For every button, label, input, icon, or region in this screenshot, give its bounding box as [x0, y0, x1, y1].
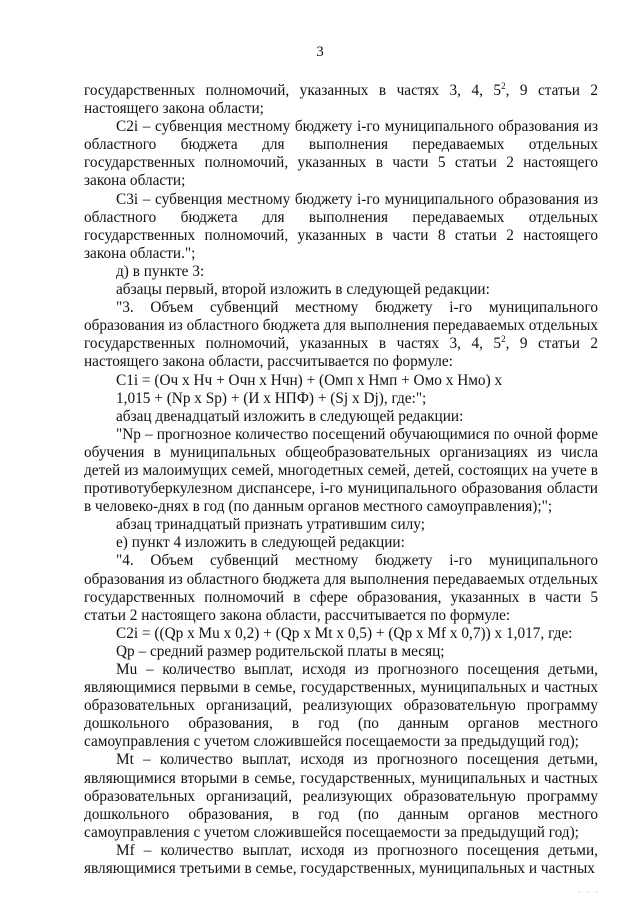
document-paragraph: Mf – количество выплат, исходя из прогнозного посещения детьми, являющимися третьими в семье, государственных, муниципальных и частных	[84, 841, 598, 878]
document-paragraph: абзац двенадцатый изложить в следующей редакции:	[116, 407, 464, 425]
text-segment: "3. Объем субвенций местному бюджету i-го муниципального образования из областного бюджета для выполнения передаваемых отдельных государственных полномочий, указанных в частях 3, 4, 5	[84, 299, 598, 353]
document-paragraph: 1,015 + (Np x Sp) + (И x НПФ) + (Sj x Dj), где:";	[116, 389, 427, 407]
document-body	[84, 82, 598, 878]
document-paragraph: е) пункт 4 изложить в следующей редакции:	[116, 534, 405, 552]
document-paragraph: д) в пункте 3:	[116, 262, 205, 280]
document-paragraph: C2i = ((Qp x Mu x 0,2) + (Qp x Mt x 0,5) + (Qp x Mf x 0,7)) x 1,017, где:	[116, 624, 573, 642]
document-paragraph: абзацы первый, второй изложить в следующей редакции:	[116, 281, 490, 299]
text-segment: , 9 статьи 2 настоящего закона области;	[84, 82, 598, 118]
document-paragraph	[84, 82, 598, 118]
document-paragraph: абзац тринадцатый признать утратившим силу;	[116, 516, 425, 534]
document-paragraph: Mt – количество выплат, исходя из прогнозного посещения детьми, являющимися вторыми в семье, государственных, муниципальных и частных образовательных организаций, реализующих образовательную программу дошкольного образования, в год (по данным органов местного самоуправления с учетом сложившейся посещаемости за предыдущий год);	[84, 751, 598, 841]
document-paragraph: C2i – субвенция местному бюджету i-го муниципального образования из областного бюджета для выполнения передаваемых отдельных государственных полномочий, указанных в части 5 статьи 2 настоящего закона области;	[84, 118, 598, 190]
document-paragraph	[84, 299, 598, 371]
document-paragraph: "Np – прогнозное количество посещений обучающимися по очной форме обучения в муниципальных общеобразовательных организациях из числа детей из малоимущих семей, многодетных семей, детей, состоящих на учете в противотуберкулезном диспансере, i-го муниципального образования области в человеко-днях в год (по данным органов местного самоуправления);";	[84, 425, 598, 516]
document-paragraph: C3i – субвенция местному бюджету i-го муниципального образования из областного бюджета для выполнения передаваемых отдельных государственных полномочий, указанных в части 8 статьи 2 настоящего закона области.";	[84, 190, 598, 262]
document-paragraph: Mu – количество выплат, исходя из прогнозного посещения детьми, являющимися первыми в семье, государственных, муниципальных и частных образовательных организаций, реализующих образовательную программу дошкольного образования, в год (по данным органов местного самоуправления с учетом сложившейся посещаемости за предыдущий год);	[84, 661, 598, 751]
superscript: 2	[501, 334, 506, 345]
page-number: 3	[316, 44, 324, 60]
scan-edge-mark: · · ·	[578, 888, 600, 897]
document-paragraph: Qp – средний размер родительской платы в месяц;	[116, 642, 445, 660]
superscript: 2	[501, 80, 506, 91]
text-segment: государственных полномочий, указанных в частях 3, 4, 5	[84, 82, 502, 99]
text-segment: , 9 статьи 2 настоящего закона области, рассчитывается по формуле:	[84, 335, 598, 371]
document-paragraph: "4. Объем субвенций местному бюджету i-го муниципального образования из областного бюджета для выполнения передаваемых отдельных государственных полномочий в сфере образования, указанных в части 5 статьи 2 настоящего закона области, рассчитывается по формуле:	[84, 552, 598, 624]
document-paragraph: C1i = (Оч x Нч + Очн x Нчн) + (Омп x Нмп + Омо x Нмо) x	[116, 371, 503, 389]
